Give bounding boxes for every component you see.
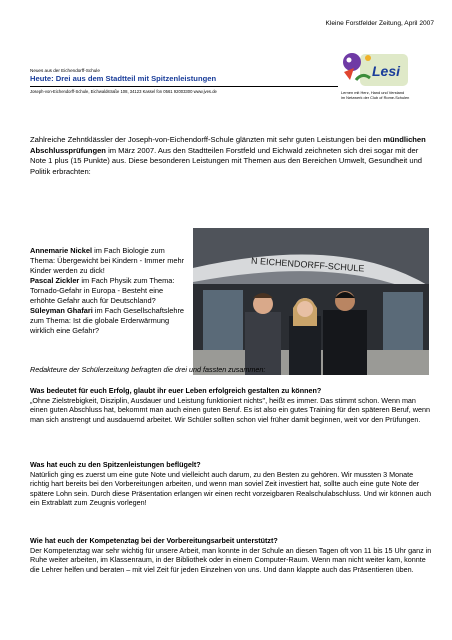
logo-text: Lesi [372,63,401,79]
students-photo [193,228,429,375]
question: Was bedeutet für euch Erfolg, glaubt ihr euer Leben erfolgreich gestalten zu können? [30,386,322,395]
answer: Natürlich ging es zuerst um eine gute Note und vielleicht auch darum, zu den Besten zu gehören. Wir mussten 3 Monate richtig hart bereits bei den Vorbereitungen arbeiten, und wenn man soviel Zeit investiert hat, sollte auch eine gute Note der spätere Lohn sein. Durch diese Präsentation erlangen wir einen recht vorzeigbaren Realschulabschluss. Und wir können auch ein Extrablatt zum Zeugnis vorlegen! [30,469,432,508]
page-header: Kleine Forstfelder Zeitung, April 2007 [325,20,434,27]
profile-sueleyman: Süleyman Ghafari im Fach Gesellschaftslehre zum Thema: Ist die globale Erderwärmung wirklich eine Gefahr? [30,306,185,335]
school-contact: Joseph-von-Eichendorff-Schule, Eichwaldstraße 108, 34123 Kassel fon 0561 92003300 www.jves.de [30,89,217,94]
section-label: Neues aus der Eichendorff-Schule [30,68,100,73]
qa-block-3 [30,536,432,574]
answer: Der Kompetenztag war sehr wichtig für unsere Arbeit, man konnte in der Schule an diesen Tagen oft von 11 bis 15 Uhr ganz in Ruhe weiter arbeiten, im Klassenraum, in der Bibliothek oder in einem Computer-Raum. Wenn man nicht weiter kam, konnte die Lehrer helfen und beraten – mit viel Zeit für jeden Einzelnen von uns. Und dann klappte auch das Präsentieren üben. [30,545,432,574]
qa-block-1 [30,386,432,424]
intro-paragraph: Zahlreiche Zehntklässler der Joseph-von-Eichendorff-Schule glänzten mit sehr guten Leistungen bei den mündlichen Abschlussprüfungen im März 2007. Aus den Stadtteilen Forstfeld und Eichwald zeichneten sich drei sogar mit der Note 1 plus (15 Punkte) aus. Diese besonderen Leistungen mit Themen aus den Bereichen Umwelt, Gesundheit und Politik erbrachten: [30,135,426,176]
school-sign-text: N EICHENDORFF-SCHULE [250,255,365,274]
student-profiles [30,246,190,336]
profile-pascal: Pascal Zickler im Fach Physik zum Thema: Tornado-Gefahr in Europa - Besteht eine erhöhte Gefahr auch für Deutschland? [30,276,175,305]
question: Wie hat euch der Kompetenztag bei der Vorbereitungsarbeit unterstützt? [30,536,278,545]
question: Was hat euch zu den Spitzenleistungen beflügelt? [30,460,201,469]
qa-block-2 [30,460,432,508]
article-headline: Heute: Drei aus dem Stadtteil mit Spitzenleistungen [30,74,217,83]
profile-annemarie: Annemarie Nickel im Fach Biologie zum Thema: Übergewicht bei Kindern - Immer mehr Kinder werden zu dick! [30,246,185,275]
school-logo [340,50,410,92]
masthead-rule [30,86,338,87]
interview-lead: Redakteure der Schülerzeitung befragten die drei und fassten zusammen: [30,365,266,374]
answer: „Ohne Zielstrebigkeit, Disziplin, Ausdauer und Leistung funktioniert nichts", heißt es immer. Das stimmt schon. Wenn man einen guten Abschluss hat, bekommt man auch einen guten Beruf. Es ist also ein gutes Training für den späteren Beruf, wenn man sich anstrengt und ausdauernd arbeitet. Wir Schüler sollten schon viel früher damit beginnen, weit vor den Prüfungen. [30,395,430,424]
tagline: Lernen mit Herz, Hand und Verstand im Netzwerk der Club of Rome-Schulen [341,90,410,100]
